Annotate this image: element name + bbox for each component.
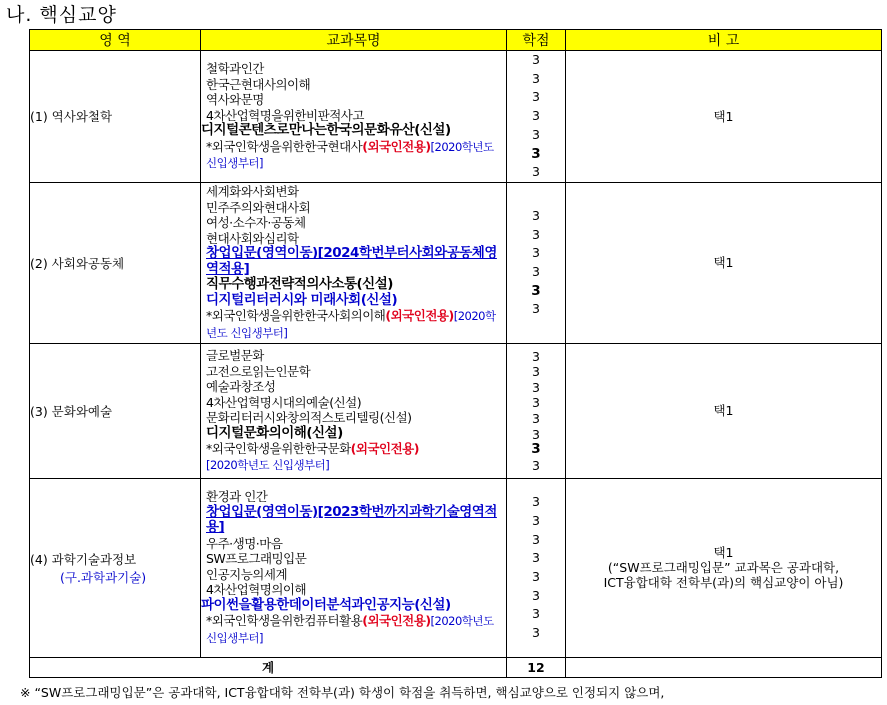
foreign-course-name: *외국인학생을위한한국사회의이해 xyxy=(206,308,386,324)
credit-value: 3 xyxy=(532,245,540,261)
area-label: (4) 과학기술과정보 xyxy=(30,551,137,567)
credit-value: 3 xyxy=(532,568,540,584)
area-cell xyxy=(30,478,201,657)
course-item: 문화리터러시와창의적스토리텔링(신설) xyxy=(206,410,412,426)
credit-value: 3 xyxy=(532,550,540,566)
credit-cell xyxy=(507,478,566,657)
course-item: 세계화와사회변화 xyxy=(206,184,299,200)
foreign-tag: (외국인전용) xyxy=(385,308,454,324)
course-item: 4차산업혁명을위한비판적사고 xyxy=(206,107,364,123)
credit-value: 3 xyxy=(531,441,541,458)
course-cell xyxy=(201,182,507,343)
foreign-note: [2020학년도 신입생부터] xyxy=(206,614,494,645)
footnote: ※ “SW프로그래밍입문”은 공과대학, ICT융합대학 전학부(과) 학생이 학점을 취득하면, 핵심교양으로 인정되지 않으며, xyxy=(20,685,665,700)
foreign-course-name: *외국인학생을위한컴퓨터활용 xyxy=(206,613,363,629)
credit-value: 3 xyxy=(532,625,540,641)
foreign-course-name: *외국인학생을위한한국문화 xyxy=(206,441,351,457)
foreign-tag: (외국인전용) xyxy=(362,138,431,154)
header-area: 영 역 xyxy=(30,30,201,51)
course-item: 파이썬을활용한데이터분석과인공지능(신설) xyxy=(201,596,451,613)
header-credit: 학점 xyxy=(507,30,566,51)
foreign-course xyxy=(201,308,506,341)
course-item: 4차산업혁명시대의예술(신설) xyxy=(206,394,362,410)
core-liberal-arts-table xyxy=(29,29,882,678)
total-row xyxy=(30,657,882,677)
table-row xyxy=(30,182,882,343)
course-item-moved: 창업입문(영역이동)[2024학번부터사회와공동체영역적용] xyxy=(206,245,497,277)
course-item: 현대사회와심리학 xyxy=(206,230,299,246)
total-note-empty xyxy=(566,657,882,677)
credit-value: 3 xyxy=(532,108,540,124)
total-credits: 12 xyxy=(507,657,566,677)
credit-value: 3 xyxy=(532,226,540,242)
area-cell: (3) 문화와예술 xyxy=(30,343,201,478)
credit-value: 3 xyxy=(532,348,540,364)
note-cell xyxy=(566,478,882,657)
foreign-tag: (외국인전용) xyxy=(350,441,419,457)
credit-value: 3 xyxy=(532,70,540,86)
credit-value: 3 xyxy=(532,263,540,279)
foreign-course xyxy=(201,613,506,646)
course-item: 여성·소수자·공동체 xyxy=(206,215,306,231)
foreign-note: [2020학년도 신입생부터] xyxy=(206,457,330,472)
credit-value: 3 xyxy=(532,164,540,180)
note-line: (“SW프로그래밍입문” 교과목은 공과대학, xyxy=(607,560,840,576)
section-heading: 나. 핵심교양 xyxy=(6,4,117,26)
table-row xyxy=(30,51,882,183)
credit-value: 3 xyxy=(532,457,540,473)
foreign-tag: (외국인전용) xyxy=(362,613,431,629)
credit-cell xyxy=(507,51,566,183)
course-item: 직무수행과전략적의사소통(신설) xyxy=(206,276,393,293)
course-item: 철학과인간 xyxy=(206,61,264,77)
course-item: 역사와문명 xyxy=(206,92,264,108)
foreign-course xyxy=(201,441,506,473)
note-cell: 택1 xyxy=(566,51,882,183)
credit-value: 3 xyxy=(532,587,540,603)
note-line: ICT융합대학 전학부(과)의 핵심교양이 아님) xyxy=(603,575,844,591)
credit-cell xyxy=(507,343,566,478)
credit-value: 3 xyxy=(532,410,540,426)
credit-value: 3 xyxy=(532,494,540,510)
credit-value: 3 xyxy=(532,426,540,442)
credit-value: 3 xyxy=(532,126,540,142)
course-item: 예술과창조성 xyxy=(206,379,276,395)
header-note: 비 고 xyxy=(566,30,882,51)
header-course: 교과목명 xyxy=(201,30,507,51)
course-item: 민주주의와현대사회 xyxy=(206,199,311,215)
credit-value: 3 xyxy=(532,606,540,622)
course-item: 인공지능의세계 xyxy=(206,566,288,582)
total-label: 계 xyxy=(30,657,507,677)
credit-value: 3 xyxy=(532,89,540,105)
credit-value: 3 xyxy=(532,301,540,317)
credit-value: 3 xyxy=(532,207,540,223)
table-header-row xyxy=(30,30,882,51)
note-cell: 택1 xyxy=(566,182,882,343)
table-row xyxy=(30,343,882,478)
foreign-note: [2020학년도 신입생부터] xyxy=(206,309,496,340)
course-cell xyxy=(201,51,507,183)
foreign-note: [2020학년도 신입생부터] xyxy=(206,139,494,171)
course-item: 환경과 인간 xyxy=(206,489,268,505)
course-item: 고전으로읽는인문학 xyxy=(206,363,311,379)
course-item: 우주·생명·마음 xyxy=(206,535,283,551)
credit-value: 3 xyxy=(532,395,540,411)
foreign-course xyxy=(201,139,506,172)
credit-value: 3 xyxy=(532,379,540,395)
credit-value: 3 xyxy=(532,512,540,528)
course-item: SW프로그래밍입문 xyxy=(206,551,307,567)
area-cell: (1) 역사와철학 xyxy=(30,51,201,183)
note-line: 택1 xyxy=(713,545,734,561)
credit-value: 3 xyxy=(532,364,540,380)
course-cell xyxy=(201,478,507,657)
credit-cell xyxy=(507,182,566,343)
foreign-course-name: *외국인학생을위한한국현대사 xyxy=(206,138,363,154)
course-item: 디지털문화의이해(신설) xyxy=(206,424,343,441)
credit-value: 3 xyxy=(532,531,540,547)
credit-value: 3 xyxy=(531,145,541,162)
course-item: 디지털콘텐츠로만나는한국의문화유산(신설) xyxy=(201,122,451,139)
credit-value: 3 xyxy=(531,282,541,299)
course-item: 글로벌문화 xyxy=(206,348,264,364)
area-cell: (2) 사회와공동체 xyxy=(30,182,201,343)
course-item: 4차산업혁명의이해 xyxy=(206,582,307,598)
note-cell: 택1 xyxy=(566,343,882,478)
course-item: 디지털리터러시와 미래사회(신설) xyxy=(206,291,398,308)
credit-value: 3 xyxy=(532,52,540,67)
course-cell xyxy=(201,343,507,478)
area-former-name: (구.과학과기술) xyxy=(60,569,147,585)
table-row xyxy=(30,478,882,657)
course-item-moved: 창업입문(영역이동)[2023학번까지과학기술영역적용] xyxy=(206,503,497,536)
course-item: 한국근현대사의이해 xyxy=(206,76,311,92)
